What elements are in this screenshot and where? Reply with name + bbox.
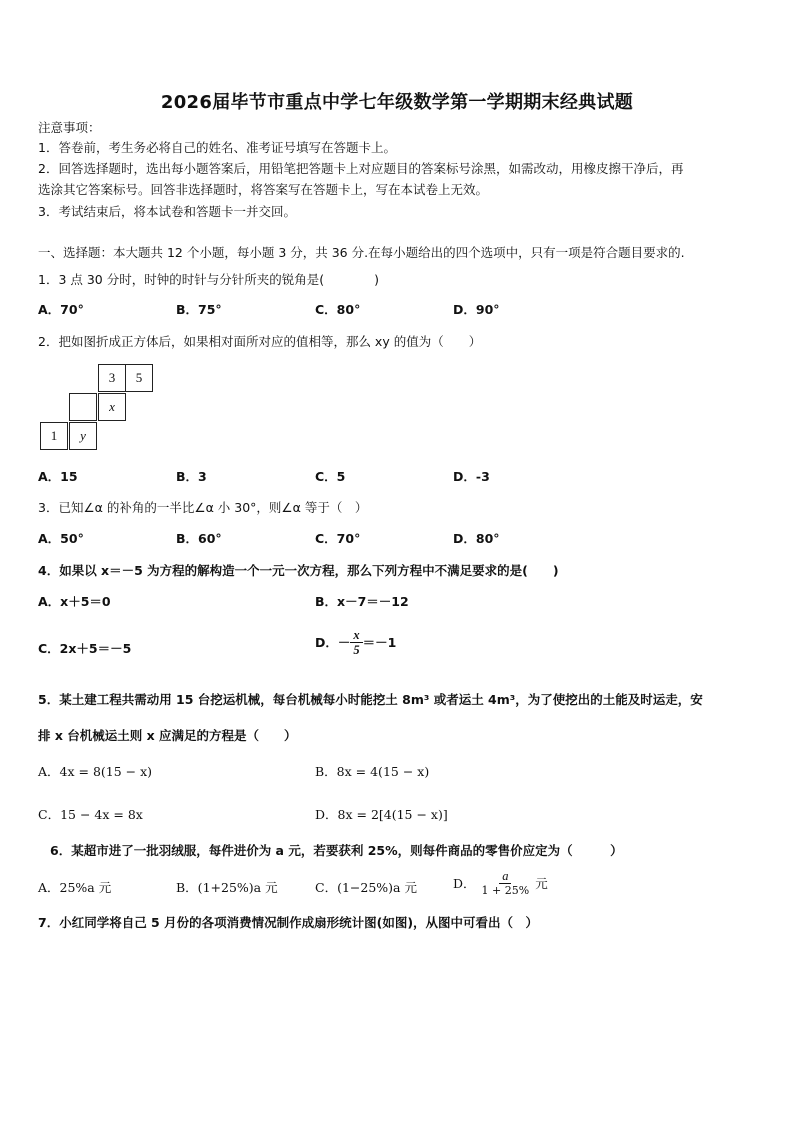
net-cell-5: 5 <box>125 364 153 392</box>
q4-option-d-label: D． <box>315 634 338 650</box>
q5-option-a: A．4x = 8(15 − x) <box>38 764 153 779</box>
cube-net-figure <box>38 364 168 454</box>
notice-item-2-cont: 选涂其它答案标号。回答非选择题时，将答案写在答题卡上，写在本试卷上无效。 <box>38 182 489 197</box>
q4-option-d-prefix: － <box>337 634 351 650</box>
section-heading: 一、选择题：本大题共 12 个小题，每小题 3 分，共 36 分.在每小题给出的四个选项中，只有一项是符合题目要求的. <box>38 245 685 260</box>
q6-option-b: B．(1+25%)a 元 <box>176 880 278 895</box>
q4-option-c: C．2x＋5＝－5 <box>38 641 132 656</box>
q5-option-c: C．15 − 4x = 8x <box>38 807 143 822</box>
question-6-stem: 6．某超市进了一批羽绒服，每件进价为 a 元，若要获利 25%，则每件商品的零售价应定为（ ） <box>50 843 623 858</box>
q4-option-d-numerator: x <box>350 628 362 643</box>
net-cell-3: 3 <box>98 364 126 392</box>
q3-option-c: C．70° <box>315 531 361 546</box>
net-cell-y: y <box>69 422 97 450</box>
q4-option-a: A．x＋5＝0 <box>38 594 111 609</box>
net-cell-blank <box>69 393 97 421</box>
q5-option-b: B．8x = 4(15 − x) <box>315 764 430 779</box>
q3-option-a: A．50° <box>38 531 84 546</box>
question-1-stem: 1．3 点 30 分时，时钟的时针与分针所夹的锐角是( ) <box>38 272 379 287</box>
q5-option-d: D．8x = 2[4(15 − x)] <box>315 807 448 822</box>
notice-item-1: 1．答卷前，考生务必将自己的姓名、准考证号填写在答题卡上。 <box>38 140 396 155</box>
q1-option-c: C．80° <box>315 302 361 317</box>
q3-option-b: B．60° <box>176 531 222 546</box>
question-2-stem: 2．把如图折成正方体后，如果相对面所对应的值相等，那么 xy 的值为（ ） <box>38 334 482 349</box>
q1-option-b: B．75° <box>176 302 222 317</box>
q6-option-c: C．(1−25%)a 元 <box>315 880 417 895</box>
q4-option-d-suffix: ＝－1 <box>362 634 397 650</box>
q6-option-d <box>453 869 548 898</box>
q6-option-a: A．25%a 元 <box>38 880 112 895</box>
q2-option-d: D．-3 <box>453 469 490 484</box>
notice-item-2: 2．回答选择题时，选出每小题答案后，用铅笔把答题卡上对应题目的答案标号涂黑，如需改动，用橡皮擦干净后，再 <box>38 161 684 176</box>
q6-option-d-denominator: 1 + 25% <box>481 884 530 897</box>
q2-option-b: B．3 <box>176 469 207 484</box>
q4-option-d-fraction <box>350 628 362 657</box>
question-4-stem: 4．如果以 x＝－5 为方程的解构造一个一元一次方程，那么下列方程中不满足要求的是( ) <box>38 563 559 578</box>
q6-option-d-numerator: a <box>499 869 511 884</box>
q4-option-b: B．x－7＝－12 <box>315 594 409 609</box>
net-cell-1: 1 <box>40 422 68 450</box>
question-3-stem: 3．已知∠α 的补角的一半比∠α 小 30°，则∠α 等于（ ） <box>38 500 368 515</box>
q4-option-d <box>315 628 396 657</box>
q1-option-a: A．70° <box>38 302 84 317</box>
notice-item-3: 3．考试结束后，将本试卷和答题卡一并交回。 <box>38 204 296 219</box>
question-5-stem-line1: 5．某土建工程共需动用 15 台挖运机械，每台机械每小时能挖土 8m³ 或者运土 4m³，为了使挖出的土能及时运走，安 <box>38 692 703 707</box>
q2-option-a: A．15 <box>38 469 78 484</box>
q6-option-d-fraction <box>479 869 533 898</box>
notice-heading: 注意事项： <box>38 120 101 135</box>
question-5-stem-line2: 排 x 台机械运土则 x 应满足的方程是（ ） <box>38 728 297 743</box>
net-cell-x: x <box>98 393 126 421</box>
q6-option-d-suffix: 元 <box>535 875 548 891</box>
q6-option-d-label: D． <box>453 875 476 891</box>
question-7-stem: 7．小红同学将自己 5 月份的各项消费情况制作成扇形统计图(如图)，从图中可看出（ ） <box>38 915 539 930</box>
q1-option-d: D．90° <box>453 302 500 317</box>
q3-option-d: D．80° <box>453 531 500 546</box>
q4-option-d-denominator: 5 <box>353 643 360 657</box>
page-title: 2026届毕节市重点中学七年级数学第一学期期末经典试题 <box>160 92 634 113</box>
q2-option-c: C．5 <box>315 469 346 484</box>
